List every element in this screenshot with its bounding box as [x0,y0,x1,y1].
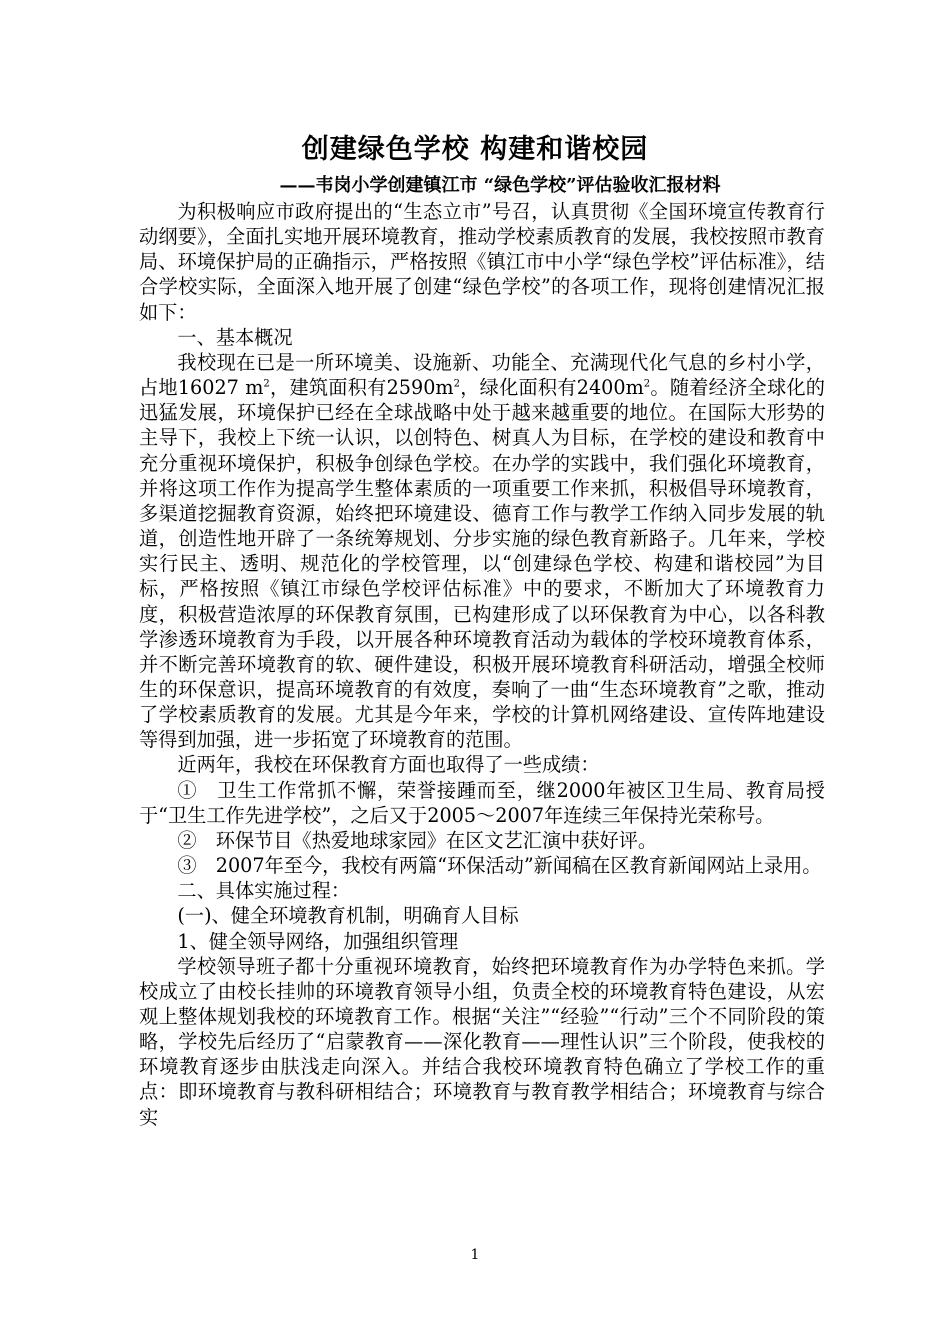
subheading-leadership: 1、健全领导网络，加强组织管理 [177,929,459,953]
text-run: ，绿化面积有2400m [459,376,644,400]
heading-basic-overview: 一、基本概况 [177,325,293,349]
achievement-item-1: ① 卫生工作常抓不懈，荣誉接踵而至，继2000年被区卫生局、教育局授于“卫生工作先进学校”，之后又于2005～2007年连续三年保持光荣称号。 [139,778,825,827]
page-number: 1 [470,1247,480,1263]
superscript: 2 [263,378,270,390]
superscript: 2 [643,378,651,390]
paragraph-achievements-intro: 近两年，我校在环保教育方面也取得了一些成绩： [177,753,600,777]
text-run: 。随着经济全球化的迅猛发展，环境保护已经在全球战略中处于越来越重要的地位。在国际大形势的主导下，我校上下统一认识，以创特色、树真人为目标，在学校的建设和教育中充分重视环境保护，积极争创绿色学校。在办学的实践中，我们强化环境教育，并将这项工作作为提高学生整体素质的一项重要工作来抓，积极倡导环境教育，多渠道挖掘教育资源，始终把环境建设、德育工作与教学工作纳入同步发展的轨道，创造性地开辟了一条统筹规划、分步实施的绿色教育新路子。几年来，学校实行民主、透明、规范化的学校管理，以“创建绿色学校、构建和谐校园”为目标，严格按照《镇江市绿色学校评估标准》中的要求，不断加大了环境教育力度，积极营造浓厚的环保教育氛围，已构建形成了以环保教育为中心，以各科教学渗透环境教育为手段，以开展各种环境教育活动为载体的学校环境教育体系，并不断完善环境教育的软、硬件建设，积极开展环境教育科研活动，增强全校师生的环保意识，提高环境教育的有效度，奏响了一曲“生态环境教育”之歌，推动了学校素质教育的发展。尤其是今年来，学校的计算机网络建设、宣传阵地建设等得到加强，进一步拓宽了环境教育的范围。 [139,376,825,752]
subheading-mechanism: (一)、健全环境教育机制，明确育人目标 [177,904,519,928]
document-title: 创建绿色学校 构建和谐校园 [301,134,649,165]
achievement-item-2: ② 环保节目《热爱地球家园》在区文艺汇演中获好评。 [177,828,658,852]
achievement-item-3: ③ 2007年至今，我校有两篇“环保活动”新闻稿在区教育新闻网站上录用。 [177,854,822,878]
text-run: 我校现在已是一所环境美、设施新、功能全、充满现代化气息的乡村小学，占地16027 m [139,350,825,400]
document-subtitle: ——韦岗小学创建镇江市 “绿色学校”评估验收汇报材料 [279,175,721,196]
superscript: 2 [453,378,460,390]
document-body [139,199,825,1130]
paragraph-intro: 为积极响应市政府提出的“生态立市”号召，认真贯彻《全国环境宣传教育行动纲要》，全面扎实地开展环境教育，推动学校素质教育的发展，我校按照市教育局、环境保护局的正确指示，严格按照《镇江市中小学“绿色学校”评估标准》，结合学校实际，全面深入地开展了创建“绿色学校”的各项工作，现将创建情况汇报如下： [139,200,825,324]
paragraph-school-overview [139,350,825,753]
heading-implementation: 二、具体实施过程： [177,879,351,903]
paragraph-leadership: 学校领导班子都十分重视环境教育，始终把环境教育作为办学特色来抓。学校成立了由校长挂帅的环境教育领导小组，负责全校的环境教育特色建设，从宏观上整体规划我校的环境教育工作。根据“关注”“经验”“行动”三个不同阶段的策略，学校先后经历了“启蒙教育——深化教育——理性认识”三个阶段，使我校的环境教育逐步由肤浅走向深入。并结合我校环境教育特色确立了学校工作的重点：即环境教育与教科研相结合；环境教育与教育教学相结合；环境教育与综合实 [139,954,825,1129]
text-run: ，建筑面积有2590m [269,376,454,400]
